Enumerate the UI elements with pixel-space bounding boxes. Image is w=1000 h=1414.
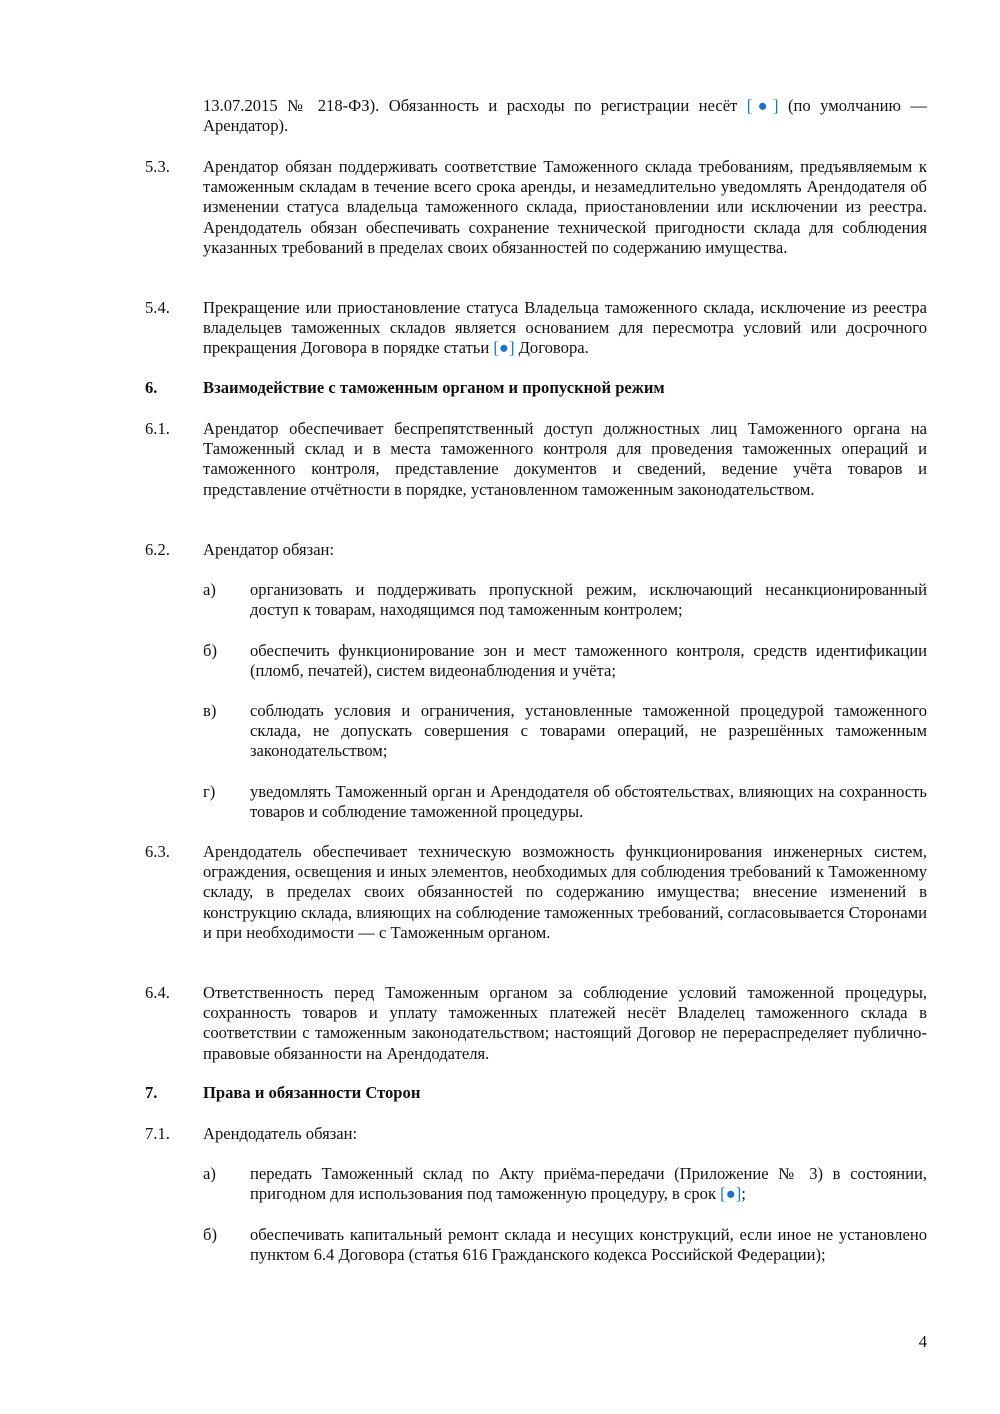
list-item-6-2-b: [145, 641, 927, 682]
list-text: уведомлять Таможенный орган и Арендодателя об обстоятельствах, влияющих на сохранность товаров и соблюдение таможенной процедуры.: [250, 782, 927, 822]
clause-5-4: [145, 298, 927, 360]
clause-text: Арендатор обязан:: [203, 540, 335, 559]
list-text: обеспечивать капитальный ремонт склада и несущих конструкций, если иное не установлено пунктом 6.4 Договора (статья 616 Гражданского кодекса Российской Федерации);: [250, 1225, 927, 1265]
clause-text: Арендодатель обязан:: [203, 1124, 358, 1143]
list-letter: в): [203, 701, 217, 720]
clause-text: Прекращение или приостановление статуса Владельца таможенного склада, исключение из реестра владельцев таможенных складов является основанием для пересмотра условий или досрочного прекращения Договора в порядке статьи [●] Договора.: [203, 298, 927, 358]
clause-number: 6.3.: [145, 842, 170, 861]
clause-text: 13.07.2015 № 218-ФЗ). Обязанность и расходы по регистрации несёт [●] (по умолчанию — Арендатор).: [203, 96, 927, 136]
clause-text: Арендодатель обеспечивает техническую возможность функционирования инженерных систем, ограждения, освещения и иных элементов, необходимых для соблюдения требований к Таможенному складу, в пределах своих обязанностей по содержанию имущества; внесение изменений в конструкцию склада, влияющих на соблюдение таможенных требований, согласовывается Сторонами и при необходимости — с Таможенным органом.: [203, 842, 927, 942]
clause-6-2: [145, 540, 927, 561]
clause-text: Ответственность перед Таможенным органом за соблюдение условий таможенной процедуры, сохранность товаров и уплату таможенных платежей несёт Владелец таможенного склада в соответствии с таможенным законодательством; настоящий Договор не перераспределяет публично-правовые обязанности на Арендодателя.: [203, 983, 927, 1063]
list-letter: а): [203, 580, 216, 599]
clause-text: Арендатор обеспечивает беспрепятственный доступ должностных лиц Таможенного органа на Таможенный склад и в места таможенного контроля для проведения таможенных операций и таможенного контроля, представление документов и сведений, ведение учёта товаров и представление отчётности в порядке, установленном таможенным законодательством.: [203, 419, 927, 499]
section-heading-6: [145, 378, 927, 399]
list-item-7-1-a: [145, 1164, 927, 1205]
list-item-6-2-v: [145, 701, 927, 763]
list-text: обеспечить функционирование зон и мест таможенного контроля, средств идентификации (пломб, печатей), систем видеонаблюдения и учёта;: [250, 641, 927, 681]
clause-7-1: [145, 1124, 927, 1145]
placeholder-marker: [●]: [746, 96, 779, 115]
list-letter: б): [203, 1225, 217, 1244]
section-heading-7: [145, 1083, 927, 1104]
list-letter: г): [203, 782, 216, 801]
clause-6-3: [145, 842, 927, 964]
clause-6-1: [145, 419, 927, 521]
list-item-7-1-b: [145, 1225, 927, 1287]
clause-number: 5.4.: [145, 298, 170, 317]
clause-text: Арендатор обязан поддерживать соответствие Таможенного склада требованиям, предъявляемым к таможенным складам в течение всего срока аренды, и незамедлительно уведомлять Арендодателя об изменении статуса владельца таможенного склада, приостановлении или исключении из реестра. Арендодатель обязан обеспечивать сохранение технической пригодности склада для соблюдения указанных требований в пределах своих обязанностей по содержанию имущества.: [203, 157, 927, 257]
section-number: 7.: [145, 1083, 158, 1102]
placeholder-marker: [●]: [493, 338, 515, 358]
section-title: Права и обязанности Сторон: [203, 1083, 421, 1102]
clause-6-4: [145, 983, 927, 1065]
list-text: передать Таможенный склад по Акту приёма-передачи (Приложение № 3) в состоянии, пригодном для использования под таможенную процедуру, в срок [●];: [250, 1164, 927, 1204]
section-number: 6.: [145, 378, 158, 397]
clause-number: 7.1.: [145, 1124, 170, 1143]
page-number: 4: [918, 1332, 927, 1351]
list-text: организовать и поддерживать пропускной режим, исключающий несанкционированный доступ к товарам, находящимся под таможенным контролем;: [250, 580, 927, 620]
list-item-6-2-g: [145, 782, 927, 823]
placeholder-marker: [●]: [720, 1184, 742, 1204]
clause-number: 6.4.: [145, 983, 170, 1002]
list-letter: а): [203, 1164, 216, 1183]
section-title: Взаимодействие с таможенным органом и пропускной режим: [203, 378, 665, 397]
list-item-6-2-a: [145, 580, 927, 621]
clause-5-3: [145, 157, 927, 279]
clause-number: 6.1.: [145, 419, 170, 438]
clause-continuation: [145, 96, 927, 137]
list-letter: б): [203, 641, 217, 660]
clause-number: 5.3.: [145, 157, 170, 176]
list-text: соблюдать условия и ограничения, установленные таможенной процедурой таможенного склада, не допускать совершения с товарами операций, не разрешённых таможенным законодательством;: [250, 701, 927, 761]
clause-number: 6.2.: [145, 540, 170, 559]
